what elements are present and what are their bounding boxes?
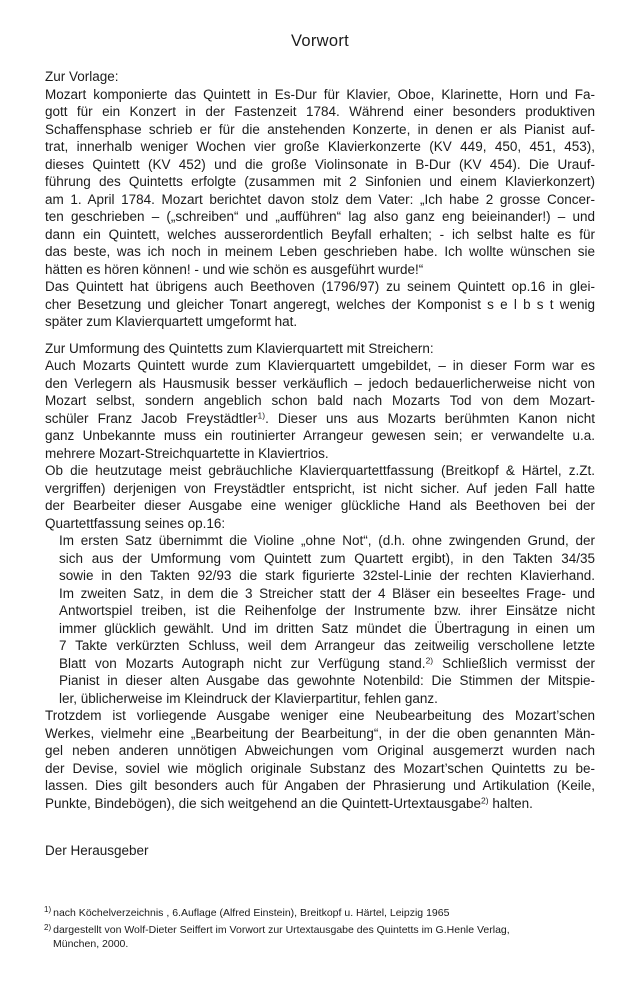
text-line: dieses Quintett (KV 452) und die große Violinsonate in B-Dur (KV 454). Die Urauf- — [45, 156, 595, 172]
inline-footnote-marker: 2) — [481, 795, 489, 805]
text-line: der Bearbeiter dieser Ausgabe eine weniger glückliche Hand als Beethoven bei der — [45, 498, 595, 513]
footnote — [44, 924, 595, 951]
text-line: lassen. Dies gilt besonders auch für Angaben der Phrasierung und Artikulation (Keile, — [45, 778, 595, 793]
text-line: später zum Klavierquartett umgeformt hat. — [45, 314, 298, 329]
text-line: cher Besetzung und gleicher Tonart angeregt, welches der Komponist s e l b s t wenig — [45, 296, 595, 312]
text-line: dann ein Quintett, welches ausserordentlich Beyfall erhalten; - ich selbst halte es für — [45, 226, 595, 242]
text-line: mehrere Mozart-Streichquartette in Klaviertrios. — [45, 445, 329, 461]
text-line: 7 Takte verkürzten Schluss, weil dem Arrangeur das zeitweilig verschollene letzte — [59, 638, 595, 653]
paragraph — [45, 532, 595, 707]
paragraph — [45, 462, 595, 532]
text-line: hätten es hören können! - und wie schön es ausgeführt wurde!“ — [45, 261, 424, 277]
footnote-line — [44, 907, 595, 921]
footnote-marker: 2) — [44, 922, 52, 932]
footnote — [44, 907, 595, 921]
text-line: Blatt von Mozarts Autograph nicht zur Verfügung stand.$^{2)}$ Schließlich vermisst der — [59, 655, 595, 671]
text-line: Pianist in dieser alten Ausgabe das gewohnte Notenbild: Die Stimmen der Mitspie- — [59, 673, 595, 688]
text-line: führung des Quintetts erfolgte (zusammen mit 2 Sinfonien und einem Klavierkonzert) — [45, 174, 595, 189]
text-line: Quartettfassung seines op.16: — [45, 515, 226, 531]
text-line: sowie in den Takten 92/93 die stark figurierte 32stel-Linie der rechten Klavierhand. — [59, 568, 595, 583]
footnote-text: nach Köchelverzeichnis , 6.Auflage (Alfred Einstein), Breitkopf u. Härtel, Leipzig 1965 — [53, 906, 450, 919]
text-line: trat, innerhalb weniger Wochen vier große Klavierkonzerte (KV 449, 450, 451, 453), — [45, 139, 595, 154]
signature: Der Herausgeber — [45, 843, 149, 858]
text-line: gel neben anderen unnötigen Abweichungen vom Original ausgemerzt wurden nach — [45, 743, 595, 758]
text-line: Mozart selbst, sondern angeblich schon bald nach Mozarts Tod von dem Mozart- — [45, 393, 595, 408]
text-line: immer glücklich gewählt. Und im dritten Satz mündet die Übertragung in einen um — [59, 620, 595, 636]
paragraph — [45, 357, 595, 462]
text-column — [45, 0, 595, 951]
inline-footnote-marker: 2) — [425, 655, 434, 665]
paragraph — [45, 707, 595, 812]
text-line: Trotzdem ist vorliegende Ausgabe weniger eine Neubearbeitung des Mozart’schen — [45, 708, 595, 723]
paragraph — [45, 278, 595, 331]
footnote-text: dargestellt von Wolf-Dieter Seiffert im Vorwort zur Urtextausgabe des Quintetts im G.Henle Verlag, — [53, 924, 510, 936]
text-line: Ob die heutzutage meist gebräuchliche Klavierquartettfassung (Breitkopf & Härtel, z.Zt. — [45, 463, 595, 478]
document-body — [45, 68, 595, 812]
text-line: ten geschrieben – („schreiben“ und „aufführen“ lag also ganz eng beieinander!) – und — [45, 209, 595, 224]
text-line: Auch Mozarts Quintett wurde zum Klavierquartett umgebildet, – in dieser Form war es — [45, 358, 595, 373]
text-line: am 1. April 1784. Mozart berichtet davon stolz dem Vater: „Ich habe 2 grosse Concer- — [45, 191, 595, 207]
text-line: Werkes, vielmehr eine „Bearbeitung der Bearbeitung“, in der die oben genannten Män- — [45, 725, 595, 741]
section-heading — [45, 340, 595, 358]
footnote-line — [44, 924, 595, 938]
text-line: Das Quintett hat übrigens auch Beethoven (1796/97) zu seinem Quintett op.16 in glei- — [45, 279, 595, 294]
text-line: ler, üblicherweise im Kleindruck der Klavierpartitur, fehlen ganz. — [59, 690, 438, 706]
text-line: Zur Vorlage: — [45, 69, 119, 84]
footnote-marker: 1) — [44, 905, 52, 914]
text-line: Im zweiten Satz, in dem die 3 Streicher statt der 4 Bläser ein beseeltes Frage- und — [59, 585, 595, 601]
text-line: Im ersten Satz übernimmt die Violine „ohne Not“, (d.h. ohne zwingenden Grund, der — [59, 533, 595, 548]
text-line: gott für ein Konzert in der Fastenzeit 1784. Während einer besonders produktiven — [45, 104, 595, 119]
text-line: den Verlegern als Hausmusik besser verkäuflich – jedoch bedauerlicherweise nicht von — [45, 375, 595, 391]
text-line: vergriffen) derjenigen von Freystädtler entspricht, ist nicht sicher. Auf jeden Fall hatte — [45, 480, 595, 496]
footnotes — [44, 907, 595, 952]
text-line: Schaffensphase schrieb er für die anstehenden Konzerte, in denen er als Pianist auf- — [45, 121, 595, 137]
inline-footnote-marker: 1) — [257, 410, 266, 420]
text-line: Zur Umformung des Quintetts zum Klavierquartett mit Streichern: — [45, 340, 434, 356]
footnote-line: München, 2000. — [53, 937, 129, 950]
text-line: ganz Unbekannte muss ein routinierter Arrangeur gewesen sein; er verwandelte u.a. — [45, 428, 595, 443]
text-line: das beste, was ich noch in meinem Leben geschrieben habe. Ich wollte wünschen sie — [45, 244, 595, 259]
text-line: Antwortspiel treiben, ist die Reihenfolge der Instrumente bzw. ihrer Einsätze nicht — [59, 603, 595, 618]
paragraph — [45, 86, 595, 279]
page-title: Vorwort — [290, 32, 350, 50]
text-line: sich aus der Umformung vom Quintett zum Quartett ergibt), in den Takten 34/35 — [59, 550, 595, 566]
text-line: Punkte, Bindebögen), die sich weitgehend an die Quintett-Urtextausgabe$^{2)}$ halten. — [45, 795, 533, 811]
text-line: schüler Franz Jacob Freystädtler$^{1)}$. Dieser uns aus Mozarts berühmten Kanon nicht — [45, 410, 596, 426]
text-line: der Devise, soviel wie möglich originale Substanz des Mozart’schen Quintetts zu be- — [45, 760, 595, 776]
section-heading — [45, 68, 595, 86]
text-line: Mozart komponierte das Quintett in Es-Dur für Klavier, Oboe, Klarinette, Horn und Fa- — [45, 86, 595, 102]
